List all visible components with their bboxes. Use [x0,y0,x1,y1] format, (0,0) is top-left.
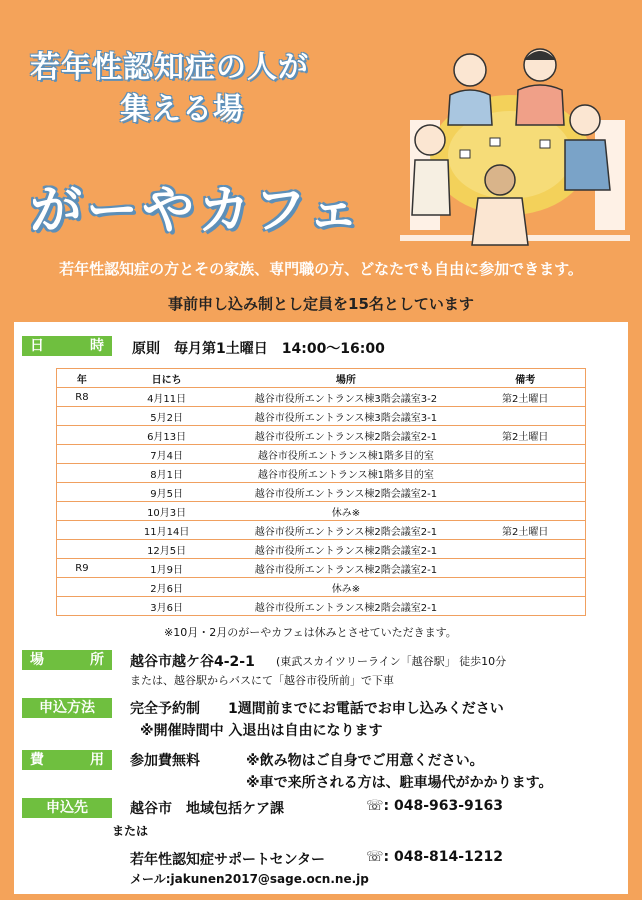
cell-note [465,464,585,483]
cell-date: 6月13日 [107,426,227,445]
cell-date: 1月9日 [107,559,227,578]
cell-note [465,540,585,559]
contact-org1: 越谷市 地域包括ケア課 [130,801,284,817]
cell-place: 休み※ [226,578,465,597]
cell-note [465,578,585,597]
cell-date: 5月2日 [107,407,227,426]
cell-date: 7月4日 [107,445,227,464]
cell-note: 第2土曜日 [465,426,585,445]
venue-address: 越谷市越ケ谷4-2-1 [130,654,255,670]
fee-note2: ※車で来所される方は、駐車場代がかかります。 [246,775,553,791]
cell-year [57,445,107,464]
contact-tel2: ☏: 048-814-1212 [366,849,504,865]
cell-place: 越谷市役所エントランス棟1階多目的室 [226,464,465,483]
contact-tel1: ☏: 048-963-9163 [366,798,504,814]
schedule-footnote: ※10月・2月のがーやカフェは休みとさせていただきます。 [164,626,457,639]
venue-access-line1: (東武スカイツリーライン「越谷駅」 徒歩10分 [276,655,507,668]
table-row [57,521,586,540]
cell-date: 10月3日 [107,502,227,521]
cell-date: 3月6日 [107,597,227,616]
schedule-table [56,368,586,616]
cell-note [465,445,585,464]
cell-year [57,502,107,521]
contact-org2: 若年性認知症サポートセンター [130,852,326,868]
application-line2: ※開催時間中 入退出は自由になります [140,723,383,739]
contact-label: 申込先 [22,798,112,818]
cell-place: 越谷市役所エントランス棟1階多目的室 [226,445,465,464]
cell-date: 2月6日 [107,578,227,597]
cell-note [465,597,585,616]
datetime-label: 日 時 [22,336,112,356]
table-row [57,483,586,502]
header [0,0,642,250]
header-place: 場所 [226,369,465,388]
cell-place: 越谷市役所エントランス棟2階会議室2-1 [226,521,465,540]
cell-date: 12月5日 [107,540,227,559]
table-row [57,502,586,521]
cell-year [57,483,107,502]
header-note: 備考 [465,369,585,388]
cell-place: 越谷市役所エントランス棟2階会議室2-1 [226,597,465,616]
venue-access-line2: または、越谷駅からバスにて「越谷市役所前」で下車 [130,674,394,687]
cell-date: 9月5日 [107,483,227,502]
application-line1: 完全予約制 1週間前までにお電話でお申し込みください [130,701,504,717]
people-at-table-illustration [400,30,630,252]
cell-year [57,597,107,616]
fee-label: 費 用 [22,750,112,770]
cell-place: 越谷市役所エントランス棟3階会議室3-1 [226,407,465,426]
table-row [57,540,586,559]
cell-year [57,464,107,483]
cell-note [465,502,585,521]
cell-place: 越谷市役所エントランス棟2階会議室2-1 [226,559,465,578]
table-row [57,388,586,407]
fee-free: 参加費無料 [130,753,200,769]
cell-year [57,407,107,426]
cell-date: 4月11日 [107,388,227,407]
cell-note [465,483,585,502]
table-row [57,445,586,464]
reservation-notice: 事前申し込み制とし定員を15名としています [168,295,474,313]
cell-place: 越谷市役所エントランス棟3階会議室3-2 [226,388,465,407]
venue-label: 場 所 [22,650,112,670]
cell-place: 休み※ [226,502,465,521]
table-row [57,464,586,483]
cell-place: 越谷市役所エントランス棟2階会議室2-1 [226,426,465,445]
datetime-rule: 原則 毎月第1土曜日 14:00～16:00 [132,341,385,357]
header-year: 年 [57,369,107,388]
contact-email: メール:jakunen2017@sage.ocn.ne.jp [130,872,369,886]
table-row [57,426,586,445]
cell-note [465,559,585,578]
title-line1: 若年性認知症の人が [30,50,309,85]
intro-text: 若年性認知症の方とその家族、専門職の方、どなたでも自由に参加できます。 [59,260,583,278]
schedule-header-row [57,369,586,388]
table-row [57,559,586,578]
cell-date: 11月14日 [107,521,227,540]
cell-year [57,578,107,597]
cell-note [465,407,585,426]
cell-place: 越谷市役所エントランス棟2階会議室2-1 [226,483,465,502]
header-date: 日にち [107,369,227,388]
table-row [57,578,586,597]
title-line2: 集える場 [120,92,244,127]
cafe-name: がーやカフェ [30,181,364,241]
cell-year [57,540,107,559]
cell-place: 越谷市役所エントランス棟2階会議室2-1 [226,540,465,559]
cell-date: 8月1日 [107,464,227,483]
application-label: 申込方法 [22,698,112,718]
table-row [57,407,586,426]
cell-note: 第2土曜日 [465,521,585,540]
cell-year: R8 [57,388,107,407]
cell-year [57,521,107,540]
info-panel [14,322,628,894]
contact-or: または [112,824,149,838]
cell-year: R9 [57,559,107,578]
table-row [57,597,586,616]
cell-note: 第2土曜日 [465,388,585,407]
cell-year [57,426,107,445]
fee-note1: ※飲み物はご自身でご用意ください。 [246,753,484,769]
